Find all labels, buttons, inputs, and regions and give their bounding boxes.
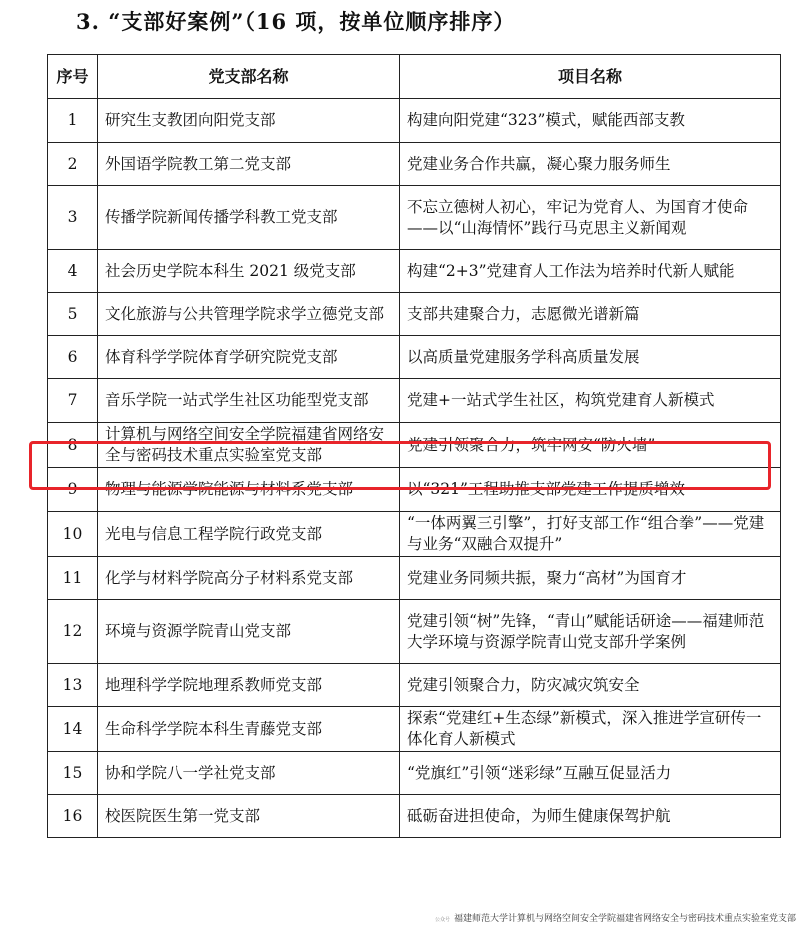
table-row — [48, 250, 781, 293]
row-no: 7 — [48, 379, 98, 423]
row-no: 2 — [48, 143, 98, 186]
table-row — [48, 557, 781, 600]
row-no: 9 — [48, 468, 98, 512]
row-project: 党建+一站式学生社区，构筑党建育人新模式 — [400, 379, 781, 423]
row-branch: 校医院医生第一党支部 — [98, 795, 400, 838]
row-no: 6 — [48, 336, 98, 379]
row-branch: 传播学院新闻传播学科教工党支部 — [98, 186, 400, 250]
row-branch: 环境与资源学院青山党支部 — [98, 600, 400, 664]
row-branch: 生命科学学院本科生青藤党支部 — [98, 707, 400, 752]
row-no: 4 — [48, 250, 98, 293]
row-no: 3 — [48, 186, 98, 250]
row-project: 党建业务同频共振，聚力“高材”为国育才 — [400, 557, 781, 600]
row-branch: 体育科学学院体育学研究院党支部 — [98, 336, 400, 379]
row-branch: 物理与能源学院能源与材料系党支部 — [98, 468, 400, 512]
table-row — [48, 600, 781, 664]
row-no: 1 — [48, 99, 98, 143]
row-project: 不忘立德树人初心，牢记为党育人、为国育才使命——以“山海情怀”践行马克思主义新闻观 — [400, 186, 781, 250]
row-no: 12 — [48, 600, 98, 664]
row-project: 以“321”工程助推支部党建工作提质增效 — [400, 468, 781, 512]
row-branch: 光电与信息工程学院行政党支部 — [98, 512, 400, 557]
header-no: 序号 — [48, 55, 98, 99]
table-row — [48, 664, 781, 707]
row-branch: 协和学院八一学社党支部 — [98, 752, 400, 795]
header-project: 项目名称 — [400, 55, 781, 99]
row-branch: 音乐学院一站式学生社区功能型党支部 — [98, 379, 400, 423]
row-branch: 化学与材料学院高分子材料系党支部 — [98, 557, 400, 600]
table-header-row — [48, 55, 781, 99]
row-project: 党建引领聚合力，筑牢网安“防火墙” — [400, 423, 781, 468]
row-branch: 地理科学学院地理系教师党支部 — [98, 664, 400, 707]
row-project: 构建“2+3”党建育人工作法为培养时代新人赋能 — [400, 250, 781, 293]
table-row — [48, 99, 781, 143]
row-project: 支部共建聚合力，志愿微光谱新篇 — [400, 293, 781, 336]
row-branch: 社会历史学院本科生 2021 级党支部 — [98, 250, 400, 293]
table-row — [48, 795, 781, 838]
table-row — [48, 336, 781, 379]
footer-text: 福建师范大学计算机与网络空间安全学院福建省网络安全与密码技术重点实验室党支部 — [453, 914, 796, 924]
row-branch: 研究生支教团向阳党支部 — [98, 99, 400, 143]
table-row — [48, 293, 781, 336]
row-project: 党建引领聚合力，防灾减灾筑安全 — [400, 664, 781, 707]
table-row — [48, 143, 781, 186]
row-no: 13 — [48, 664, 98, 707]
row-no: 11 — [48, 557, 98, 600]
row-no: 14 — [48, 707, 98, 752]
row-no: 5 — [48, 293, 98, 336]
row-branch: 文化旅游与公共管理学院求学立德党支部 — [98, 293, 400, 336]
highlight-box — [29, 441, 771, 490]
row-no: 8 — [48, 423, 98, 468]
table-row — [48, 752, 781, 795]
row-project: 探索“党建红+生态绿”新模式，深入推进学宣研传一体化育人新模式 — [400, 707, 781, 752]
row-branch: 外国语学院教工第二党支部 — [98, 143, 400, 186]
row-project: 以高质量党建服务学科高质量发展 — [400, 336, 781, 379]
footer-small-text: 公众号 — [434, 917, 450, 923]
row-no: 10 — [48, 512, 98, 557]
table-row — [48, 512, 781, 557]
row-branch: 计算机与网络空间安全学院福建省网络安全与密码技术重点实验室党支部 — [98, 423, 400, 468]
row-project: 构建向阳党建“323”模式，赋能西部支教 — [400, 99, 781, 143]
header-branch: 党支部名称 — [98, 55, 400, 99]
table-row — [48, 707, 781, 752]
row-project: 党建引领“树”先锋，“青山”赋能话研途——福建师范大学环境与资源学院青山党支部升学案例 — [400, 600, 781, 664]
table-row — [48, 186, 781, 250]
row-no: 16 — [48, 795, 98, 838]
footer-watermark — [435, 911, 796, 924]
row-project: “党旗红”引领“迷彩绿”互融互促显活力 — [400, 752, 781, 795]
row-project: “一体两翼三引擎”，打好支部工作“组合拳”——党建与业务“双融合双提升” — [400, 512, 781, 557]
row-project: 砥砺奋进担使命，为师生健康保驾护航 — [400, 795, 781, 838]
section-title: 3. “支部好案例”（16 项，按单位顺序排序） — [76, 9, 516, 34]
row-project: 党建业务合作共赢，凝心聚力服务师生 — [400, 143, 781, 186]
table-row — [48, 379, 781, 423]
row-no: 15 — [48, 752, 98, 795]
